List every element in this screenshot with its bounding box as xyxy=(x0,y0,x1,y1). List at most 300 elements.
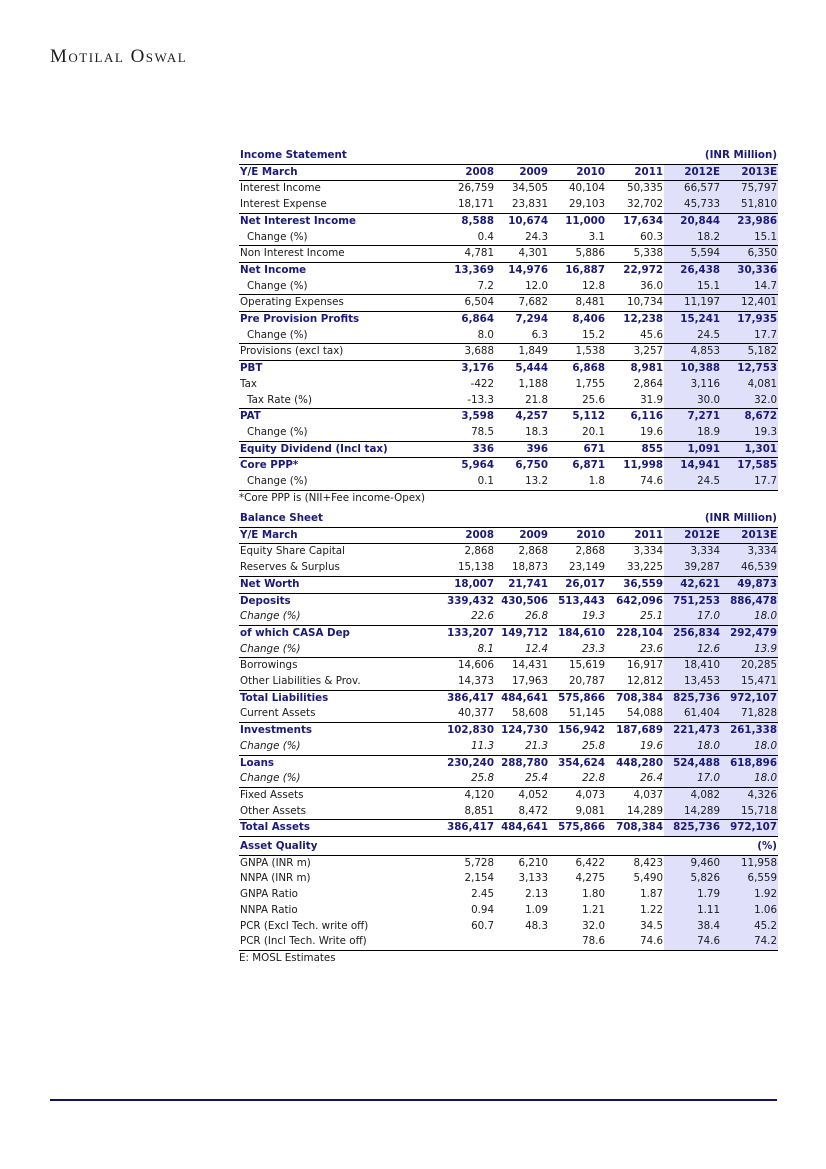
row-value: 11,000 xyxy=(565,214,605,227)
row-value: 513,443 xyxy=(558,594,605,607)
row-value: 7,294 xyxy=(515,313,548,326)
row-value: 78.5 xyxy=(439,425,495,441)
table-unit: (INR Million) xyxy=(664,148,778,164)
row-value: 15,619 xyxy=(568,659,605,672)
row-value: 19.6 xyxy=(606,739,664,755)
row-value: 448,280 xyxy=(616,756,663,769)
row-value: 8,851 xyxy=(439,804,495,820)
row-value: 6,210 xyxy=(518,856,548,869)
row-value: 13,369 xyxy=(454,263,494,276)
row-value: 29,103 xyxy=(549,197,606,213)
row-value: 22.6 xyxy=(439,609,495,625)
column-header-year: 2011 xyxy=(606,527,664,544)
row-value: 6,559 xyxy=(721,871,778,887)
row-value: 50,335 xyxy=(627,182,664,195)
row-value: 13,453 xyxy=(664,674,721,690)
table-row xyxy=(239,197,778,213)
row-value: 261,338 xyxy=(721,723,778,739)
row-value: 4,073 xyxy=(575,788,605,801)
row-label: Net Interest Income xyxy=(240,214,356,227)
row-value: 71,828 xyxy=(721,706,778,722)
row-value: -13.3 xyxy=(439,393,495,409)
row-value: 184,610 xyxy=(558,626,605,639)
row-value: 17.0 xyxy=(664,609,721,625)
row-value: 4,081 xyxy=(721,377,778,393)
row-value: 26.4 xyxy=(606,771,664,787)
row-value: 14,431 xyxy=(511,659,548,672)
row-value: 396 xyxy=(495,441,549,458)
row-value: 15.2 xyxy=(549,328,606,344)
row-value: 51,145 xyxy=(549,706,606,722)
row-label: Total Assets xyxy=(239,820,439,837)
row-value: 0.1 xyxy=(439,474,495,490)
column-header-label: Y/E March xyxy=(239,164,439,181)
table-row xyxy=(239,755,778,771)
row-value: 149,712 xyxy=(501,626,548,639)
row-value: 4,301 xyxy=(495,246,549,263)
table-row xyxy=(239,474,778,490)
row-label: Change (%) xyxy=(239,474,439,490)
row-value: 386,417 xyxy=(447,691,494,704)
row-value: 3,133 xyxy=(518,872,548,885)
core-ppp-footnote: *Core PPP is (NII+Fee income-Opex) xyxy=(239,491,425,504)
row-value: 2,868 xyxy=(518,545,548,558)
row-value: 23,149 xyxy=(549,560,606,576)
row-value: 12.6 xyxy=(664,642,721,658)
row-value: 1.11 xyxy=(664,903,721,919)
row-value: 1.87 xyxy=(640,888,663,901)
row-value: 5,338 xyxy=(606,246,664,263)
row-value: 2,154 xyxy=(464,872,494,885)
row-value: 24.5 xyxy=(664,328,721,344)
row-value: 18.9 xyxy=(664,425,721,441)
column-header-year: 2008 xyxy=(439,164,495,181)
row-label: Interest Expense xyxy=(239,197,439,213)
row-value: 33,225 xyxy=(606,560,664,576)
row-value: 6,864 xyxy=(461,313,494,326)
row-value: 49,873 xyxy=(721,576,778,593)
row-value: 40,104 xyxy=(568,182,605,195)
row-value: 25.4 xyxy=(495,771,549,787)
row-value: 18,873 xyxy=(495,560,549,576)
balance-sheet-section xyxy=(239,511,777,837)
row-value: 11,958 xyxy=(721,855,778,871)
row-value: 1.79 xyxy=(664,887,721,903)
row-value: 4,052 xyxy=(518,788,548,801)
row-value: 3,257 xyxy=(606,344,664,361)
row-value: 16,917 xyxy=(626,659,663,672)
table-row xyxy=(239,934,778,950)
row-value: 14,373 xyxy=(439,674,495,690)
row-value: 75,797 xyxy=(721,181,778,197)
table-row xyxy=(239,625,778,641)
row-value: 524,488 xyxy=(664,755,721,771)
row-value: 1,188 xyxy=(518,377,548,390)
row-value: 45,733 xyxy=(664,197,721,213)
row-value: 17.7 xyxy=(721,474,778,490)
row-value: 20,285 xyxy=(721,658,778,674)
row-value: 45.6 xyxy=(606,328,664,344)
row-value: 4,082 xyxy=(664,787,721,803)
row-value: 1.06 xyxy=(721,903,778,919)
table-row xyxy=(239,706,778,722)
column-header-year: 2010 xyxy=(549,527,606,544)
row-label: Change (%) xyxy=(239,425,439,441)
row-label: Other Assets xyxy=(239,804,439,820)
row-value: 3,688 xyxy=(439,344,495,361)
row-value: 30.0 xyxy=(664,393,721,409)
table-row xyxy=(239,560,778,576)
row-value: 386,417 xyxy=(439,820,495,837)
row-value: 60.7 xyxy=(471,919,494,932)
table-row xyxy=(239,344,778,361)
row-value: 78.6 xyxy=(549,934,606,950)
row-value: 4,853 xyxy=(664,344,721,361)
row-value: 7,271 xyxy=(664,409,721,425)
row-value: 0.4 xyxy=(439,230,495,246)
row-label: Deposits xyxy=(240,594,291,607)
row-label: Tax Rate (%) xyxy=(239,393,439,409)
row-value: 25.8 xyxy=(549,739,606,755)
table-row xyxy=(239,674,778,690)
row-value: 10,674 xyxy=(508,214,548,227)
row-value: 74.6 xyxy=(606,474,664,490)
row-value: 74.6 xyxy=(664,934,721,950)
row-value: 11,998 xyxy=(623,459,664,472)
row-value: 14,606 xyxy=(457,659,494,672)
row-value: 18.0 xyxy=(721,739,778,755)
row-value: 12.8 xyxy=(549,279,606,295)
row-value: 17,585 xyxy=(721,458,778,474)
row-value: 61,404 xyxy=(664,706,721,722)
table-row xyxy=(239,690,778,706)
row-value: 32.0 xyxy=(721,393,778,409)
row-value: 6,504 xyxy=(439,295,495,312)
table-title-row xyxy=(239,148,778,164)
row-value: 32.0 xyxy=(582,919,605,932)
row-value: 1,301 xyxy=(721,441,778,458)
row-value: 18.2 xyxy=(664,230,721,246)
row-value: 14.7 xyxy=(721,279,778,295)
table-unit: (INR Million) xyxy=(664,511,778,527)
row-value: 21,741 xyxy=(495,576,549,593)
row-value: 20,844 xyxy=(664,213,721,229)
row-value: 2,864 xyxy=(633,377,664,390)
row-label: Change (%) xyxy=(239,771,439,787)
table-row xyxy=(239,544,778,560)
row-value: 430,506 xyxy=(501,594,548,607)
row-value: 18.0 xyxy=(664,739,721,755)
row-value xyxy=(495,934,549,950)
row-value: 8,472 xyxy=(495,804,549,820)
row-value: 25.6 xyxy=(549,393,606,409)
row-value: 12.4 xyxy=(495,642,549,658)
row-value: 339,432 xyxy=(447,594,494,607)
row-value: 1.8 xyxy=(549,474,606,490)
row-label: Reserves & Surplus xyxy=(239,560,439,576)
footer-divider xyxy=(50,1099,777,1101)
row-value: 4,326 xyxy=(721,787,778,803)
table-row xyxy=(239,213,778,229)
row-value: 58,608 xyxy=(495,706,549,722)
row-value: 6,750 xyxy=(515,459,548,472)
row-label: Total Liabilities xyxy=(240,691,329,704)
table-row xyxy=(239,246,778,263)
row-label: NNPA Ratio xyxy=(240,903,298,916)
row-value: 3,176 xyxy=(461,362,494,375)
row-value: 15,718 xyxy=(721,804,778,820)
row-value: 36,559 xyxy=(606,576,664,593)
row-label: Net Worth xyxy=(239,576,439,593)
row-label: Operating Expenses xyxy=(239,295,439,312)
row-value: 825,736 xyxy=(664,820,721,837)
row-value: 6,871 xyxy=(572,459,605,472)
row-value: 11,197 xyxy=(664,295,721,312)
row-value: 39,287 xyxy=(664,560,721,576)
table-row xyxy=(239,609,778,625)
row-label: Borrowings xyxy=(240,659,298,672)
row-value: 18.0 xyxy=(721,609,778,625)
company-logo: Motilal Oswal xyxy=(50,46,188,67)
row-label: PBT xyxy=(240,362,263,375)
column-header-year: 2009 xyxy=(495,164,549,181)
row-value: 1.21 xyxy=(582,903,605,916)
table-row xyxy=(239,723,778,739)
column-header-year: 2012E xyxy=(664,164,721,181)
table-row xyxy=(239,361,778,377)
row-value: 17,935 xyxy=(721,312,778,328)
row-value: 16,887 xyxy=(565,263,605,276)
table-row xyxy=(239,871,778,887)
row-value: 14,976 xyxy=(508,263,548,276)
row-value: 7,682 xyxy=(495,295,549,312)
row-value: 4,257 xyxy=(515,410,548,423)
row-value: 17.0 xyxy=(664,771,721,787)
table-title-row xyxy=(239,839,778,855)
row-value: 3,334 xyxy=(633,545,663,558)
table-row xyxy=(239,262,778,278)
row-value: 3,598 xyxy=(461,410,494,423)
row-value: 22,972 xyxy=(623,263,664,276)
row-value: 2.45 xyxy=(471,888,494,901)
row-value: 4,037 xyxy=(633,788,663,801)
balance-sheet-table xyxy=(239,511,778,837)
table-row xyxy=(239,771,778,787)
row-value: 336 xyxy=(439,441,495,458)
row-value: 6.3 xyxy=(495,328,549,344)
row-value: 66,577 xyxy=(664,181,721,197)
row-value: 26,438 xyxy=(664,262,721,278)
row-value: 354,624 xyxy=(558,756,605,769)
column-header-year: 2013E xyxy=(721,164,778,181)
row-value: 0.94 xyxy=(471,903,494,916)
table-row xyxy=(239,425,778,441)
row-value: 1.09 xyxy=(525,903,548,916)
table-title: Balance Sheet xyxy=(239,511,664,527)
row-label: Investments xyxy=(240,724,313,737)
row-value: 1.92 xyxy=(721,887,778,903)
row-value: 575,866 xyxy=(558,691,605,704)
row-value: 12,753 xyxy=(721,361,778,377)
row-value: 5,112 xyxy=(572,410,605,423)
row-value: 9,081 xyxy=(549,804,606,820)
row-value: 15,138 xyxy=(439,560,495,576)
row-value: 3,334 xyxy=(721,544,778,560)
row-value: 2,868 xyxy=(464,545,494,558)
row-value: 18,007 xyxy=(439,576,495,593)
table-title: Income Statement xyxy=(239,148,664,164)
row-value: 708,384 xyxy=(606,820,664,837)
row-value: 1,849 xyxy=(495,344,549,361)
row-label: Equity Share Capital xyxy=(240,545,345,558)
row-value: 221,473 xyxy=(664,723,721,739)
row-value: 24.5 xyxy=(664,474,721,490)
row-value: 855 xyxy=(606,441,664,458)
row-value: 19.3 xyxy=(549,609,606,625)
column-header-year: 2013E xyxy=(721,527,778,544)
row-value: 74.2 xyxy=(721,934,778,950)
row-value: 14,941 xyxy=(664,458,721,474)
table-row xyxy=(239,458,778,474)
row-label: Change (%) xyxy=(239,642,439,658)
row-label: Core PPP* xyxy=(240,459,299,472)
row-value: 6,868 xyxy=(572,362,605,375)
row-value: 45.2 xyxy=(721,919,778,935)
row-value: 13.9 xyxy=(721,642,778,658)
row-label: PAT xyxy=(240,410,261,423)
row-label: Pre Provision Profits xyxy=(240,313,360,326)
row-value: 292,479 xyxy=(721,625,778,641)
row-value: 17,963 xyxy=(495,674,549,690)
table-row xyxy=(239,658,778,674)
row-label: Equity Dividend (Incl tax) xyxy=(239,441,439,458)
row-value: 23.6 xyxy=(606,642,664,658)
row-value: 751,253 xyxy=(664,593,721,609)
income-statement-section xyxy=(239,148,777,506)
row-value: 30,336 xyxy=(721,262,778,278)
row-value: 25.1 xyxy=(606,609,664,625)
row-value: 60.3 xyxy=(606,230,664,246)
row-value: 972,107 xyxy=(721,690,778,706)
row-value: 618,896 xyxy=(721,755,778,771)
row-value: 46,539 xyxy=(721,560,778,576)
row-value: 15,471 xyxy=(721,674,778,690)
row-label: PCR (Excl Tech. write off) xyxy=(240,919,369,932)
row-value: 26.8 xyxy=(495,609,549,625)
row-value: 8.0 xyxy=(439,328,495,344)
row-value: 15,241 xyxy=(664,312,721,328)
row-value: 38.4 xyxy=(664,919,721,935)
row-value: 26,017 xyxy=(549,576,606,593)
row-value: 3,116 xyxy=(664,377,721,393)
row-value: 124,730 xyxy=(501,724,548,737)
row-value: 12.0 xyxy=(495,279,549,295)
asset-quality-section xyxy=(239,839,777,966)
row-label: Change (%) xyxy=(239,230,439,246)
row-value: 23,831 xyxy=(495,197,549,213)
column-header-year: 2010 xyxy=(549,164,606,181)
row-value: 484,641 xyxy=(495,820,549,837)
estimates-footnote: E: MOSL Estimates xyxy=(239,951,336,964)
table-row xyxy=(239,393,778,409)
row-value: 288,780 xyxy=(501,756,548,769)
row-value: 8,481 xyxy=(549,295,606,312)
row-value: 20.1 xyxy=(549,425,606,441)
row-label: Change (%) xyxy=(239,279,439,295)
table-row xyxy=(239,295,778,312)
row-label: Other Liabilities & Prov. xyxy=(239,674,439,690)
row-value: 642,096 xyxy=(616,594,663,607)
row-value: 12,401 xyxy=(721,295,778,312)
row-value: 17,634 xyxy=(623,214,664,227)
table-row xyxy=(239,279,778,295)
row-label: Provisions (excl tax) xyxy=(239,344,439,361)
row-value: 34,505 xyxy=(511,182,548,195)
row-value: 575,866 xyxy=(549,820,606,837)
row-value: 24.3 xyxy=(495,230,549,246)
column-header-label: Y/E March xyxy=(239,527,439,544)
row-value: 14,289 xyxy=(606,804,664,820)
table-row xyxy=(239,328,778,344)
row-value: 4,781 xyxy=(439,246,495,263)
row-value: 12,238 xyxy=(623,313,664,326)
row-value: 228,104 xyxy=(616,626,663,639)
row-value: 102,830 xyxy=(447,724,494,737)
row-label: of which CASA Dep xyxy=(240,626,350,639)
table-unit: (%) xyxy=(664,839,778,855)
table-row xyxy=(239,377,778,393)
table-row xyxy=(239,312,778,328)
row-label: NNPA (INR m) xyxy=(240,872,311,885)
row-value: 9,460 xyxy=(664,855,721,871)
row-value: 14,289 xyxy=(664,804,721,820)
table-header-row xyxy=(239,527,778,544)
row-value: 230,240 xyxy=(447,756,494,769)
row-value: 15.1 xyxy=(664,279,721,295)
row-value: 1,538 xyxy=(549,344,606,361)
income-statement-table xyxy=(239,148,778,491)
column-header-year: 2011 xyxy=(606,164,664,181)
row-value: 5,182 xyxy=(721,344,778,361)
row-value: 51,810 xyxy=(721,197,778,213)
row-value: 21.3 xyxy=(495,739,549,755)
row-label: Interest Income xyxy=(240,182,321,195)
row-value: 42,621 xyxy=(664,576,721,593)
row-value xyxy=(439,934,495,950)
table-row xyxy=(239,576,778,593)
row-label: Loans xyxy=(240,756,275,769)
row-value: 15.1 xyxy=(721,230,778,246)
table-row xyxy=(239,642,778,658)
row-label: Net Income xyxy=(240,263,307,276)
row-value: 23,986 xyxy=(721,213,778,229)
table-row xyxy=(239,787,778,803)
row-value: 26,759 xyxy=(457,182,494,195)
row-value: -422 xyxy=(470,377,494,390)
row-value: 972,107 xyxy=(721,820,778,837)
row-value: 5,444 xyxy=(515,362,548,375)
row-value: 484,641 xyxy=(501,691,548,704)
row-value: 5,490 xyxy=(633,872,663,885)
row-value: 21.8 xyxy=(495,393,549,409)
table-row xyxy=(239,903,778,919)
row-value: 8.1 xyxy=(439,642,495,658)
row-value: 18.0 xyxy=(721,771,778,787)
row-value: 3.1 xyxy=(549,230,606,246)
row-value: 256,834 xyxy=(664,625,721,641)
row-label: GNPA (INR m) xyxy=(240,856,311,869)
row-value: 10,734 xyxy=(606,295,664,312)
